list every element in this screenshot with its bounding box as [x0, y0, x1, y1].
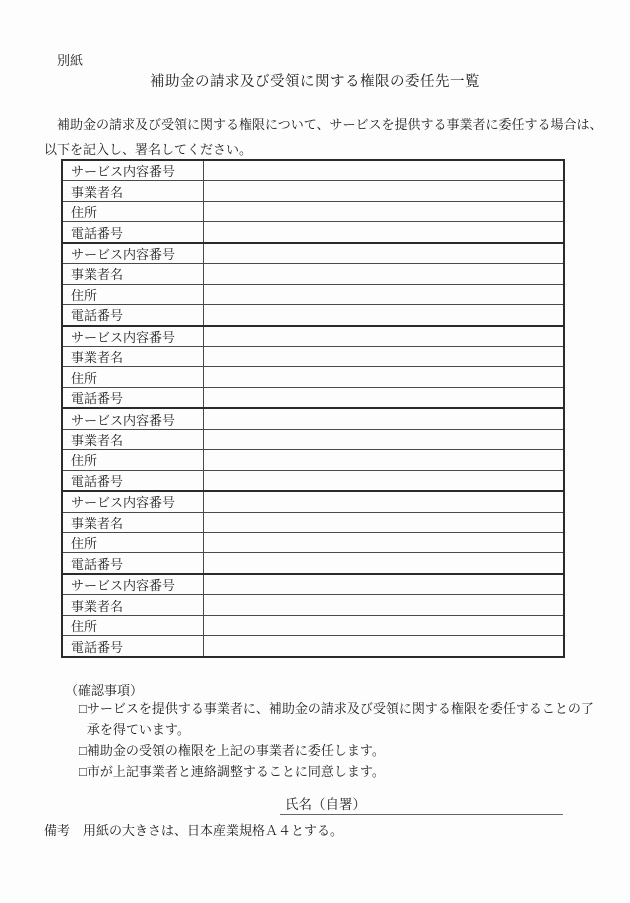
- field-value-cell: [204, 201, 565, 221]
- confirmation-item-text: [87, 761, 385, 782]
- table-row: [62, 574, 564, 595]
- field-label-phone: 電話番号: [62, 553, 204, 574]
- field-label-business-name: 事業者名: [62, 181, 204, 201]
- confirmation-line: 市が上記事業者と連絡調整することに同意します。: [86, 764, 385, 779]
- field-value-cell: [204, 553, 565, 574]
- table-row: [62, 450, 564, 470]
- table-row: [62, 243, 564, 264]
- table-row: [62, 636, 564, 657]
- field-label-address: 住所: [62, 533, 204, 553]
- field-value-cell: [204, 347, 565, 367]
- field-label-service-number: サービス内容番号: [62, 574, 204, 595]
- confirmation-line: 補助金の受領の権限を上記の事業者に委任します。: [86, 743, 385, 758]
- checkbox-icon: □: [79, 743, 87, 758]
- field-label-address: 住所: [62, 201, 204, 221]
- field-label-service-number: サービス内容番号: [62, 491, 204, 512]
- table-row: [62, 367, 564, 387]
- intro-line: 補助金の請求及び受領に関する権限について、サービスを提供する事業者に委任する場合は、: [44, 117, 603, 132]
- delegation-table: [61, 159, 565, 658]
- field-value-cell: [204, 243, 565, 264]
- field-value-cell: [204, 512, 565, 532]
- table-row: [62, 305, 564, 326]
- table-row: [62, 491, 564, 512]
- field-value-cell: [204, 615, 565, 635]
- field-value-cell: [204, 264, 565, 284]
- field-label-service-number: サービス内容番号: [62, 408, 204, 429]
- field-value-cell: [204, 305, 565, 326]
- table-row: [62, 595, 564, 615]
- field-value-cell: [204, 595, 565, 615]
- field-label-service-number: サービス内容番号: [62, 243, 204, 264]
- field-label-service-number: サービス内容番号: [62, 326, 204, 347]
- attachment-tag: 別紙: [57, 53, 84, 68]
- confirmation-heading: （確認事項）: [65, 683, 144, 698]
- confirmation-item-text: [87, 698, 594, 740]
- table-row: [62, 533, 564, 553]
- field-label-business-name: 事業者名: [62, 429, 204, 449]
- confirmation-item: [79, 698, 599, 740]
- confirmation-items: [79, 698, 599, 782]
- confirmation-item: [79, 761, 599, 782]
- signature-line: [280, 796, 563, 815]
- table-row: [62, 347, 564, 367]
- field-label-address: 住所: [62, 367, 204, 387]
- confirmation-line: 承を得ています。: [86, 722, 190, 737]
- checkbox-icon: □: [79, 764, 87, 779]
- field-label-phone: 電話番号: [62, 470, 204, 491]
- field-value-cell: [204, 160, 565, 181]
- field-value-cell: [204, 367, 565, 387]
- page-title: 補助金の請求及び受領に関する権限の委任先一覧: [150, 74, 480, 90]
- field-label-business-name: 事業者名: [62, 264, 204, 284]
- table-row: [62, 284, 564, 304]
- table-row: [62, 264, 564, 284]
- signature-label: 氏名（自署）: [285, 797, 366, 812]
- footer-note: 備考 用紙の大きさは、日本産業規格Ａ４とする。: [44, 823, 344, 838]
- table-row: [62, 553, 564, 574]
- confirmation-line: サービスを提供する事業者に、補助金の請求及び受領に関する権限を委任することの了: [86, 701, 594, 716]
- field-value-cell: [204, 574, 565, 595]
- field-value-cell: [204, 181, 565, 201]
- field-value-cell: [204, 470, 565, 491]
- table-row: [62, 222, 564, 243]
- field-label-phone: 電話番号: [62, 222, 204, 243]
- field-label-address: 住所: [62, 450, 204, 470]
- table-row: [62, 181, 564, 201]
- field-value-cell: [204, 491, 565, 512]
- table-row: [62, 615, 564, 635]
- table-row: [62, 512, 564, 532]
- field-value-cell: [204, 284, 565, 304]
- field-value-cell: [204, 387, 565, 408]
- table-row: [62, 429, 564, 449]
- field-label-address: 住所: [62, 284, 204, 304]
- table-row: [62, 201, 564, 221]
- table-row: [62, 470, 564, 491]
- field-value-cell: [204, 450, 565, 470]
- field-value-cell: [204, 429, 565, 449]
- field-value-cell: [204, 533, 565, 553]
- field-label-business-name: 事業者名: [62, 595, 204, 615]
- intro-line: 以下を記入し、署名してください。: [44, 142, 253, 157]
- field-label-business-name: 事業者名: [62, 512, 204, 532]
- field-label-business-name: 事業者名: [62, 347, 204, 367]
- field-value-cell: [204, 636, 565, 657]
- field-value-cell: [204, 326, 565, 347]
- table-row: [62, 326, 564, 347]
- table-row: [62, 387, 564, 408]
- intro-paragraph: [44, 112, 603, 162]
- table-row: [62, 408, 564, 429]
- field-label-phone: 電話番号: [62, 387, 204, 408]
- field-label-phone: 電話番号: [62, 636, 204, 657]
- confirmation-item: [79, 740, 599, 761]
- field-label-service-number: サービス内容番号: [62, 160, 204, 181]
- field-value-cell: [204, 408, 565, 429]
- checkbox-icon: □: [79, 701, 87, 716]
- confirmation-item-text: [87, 740, 385, 761]
- field-label-phone: 電話番号: [62, 305, 204, 326]
- field-value-cell: [204, 222, 565, 243]
- field-label-address: 住所: [62, 615, 204, 635]
- table-row: [62, 160, 564, 181]
